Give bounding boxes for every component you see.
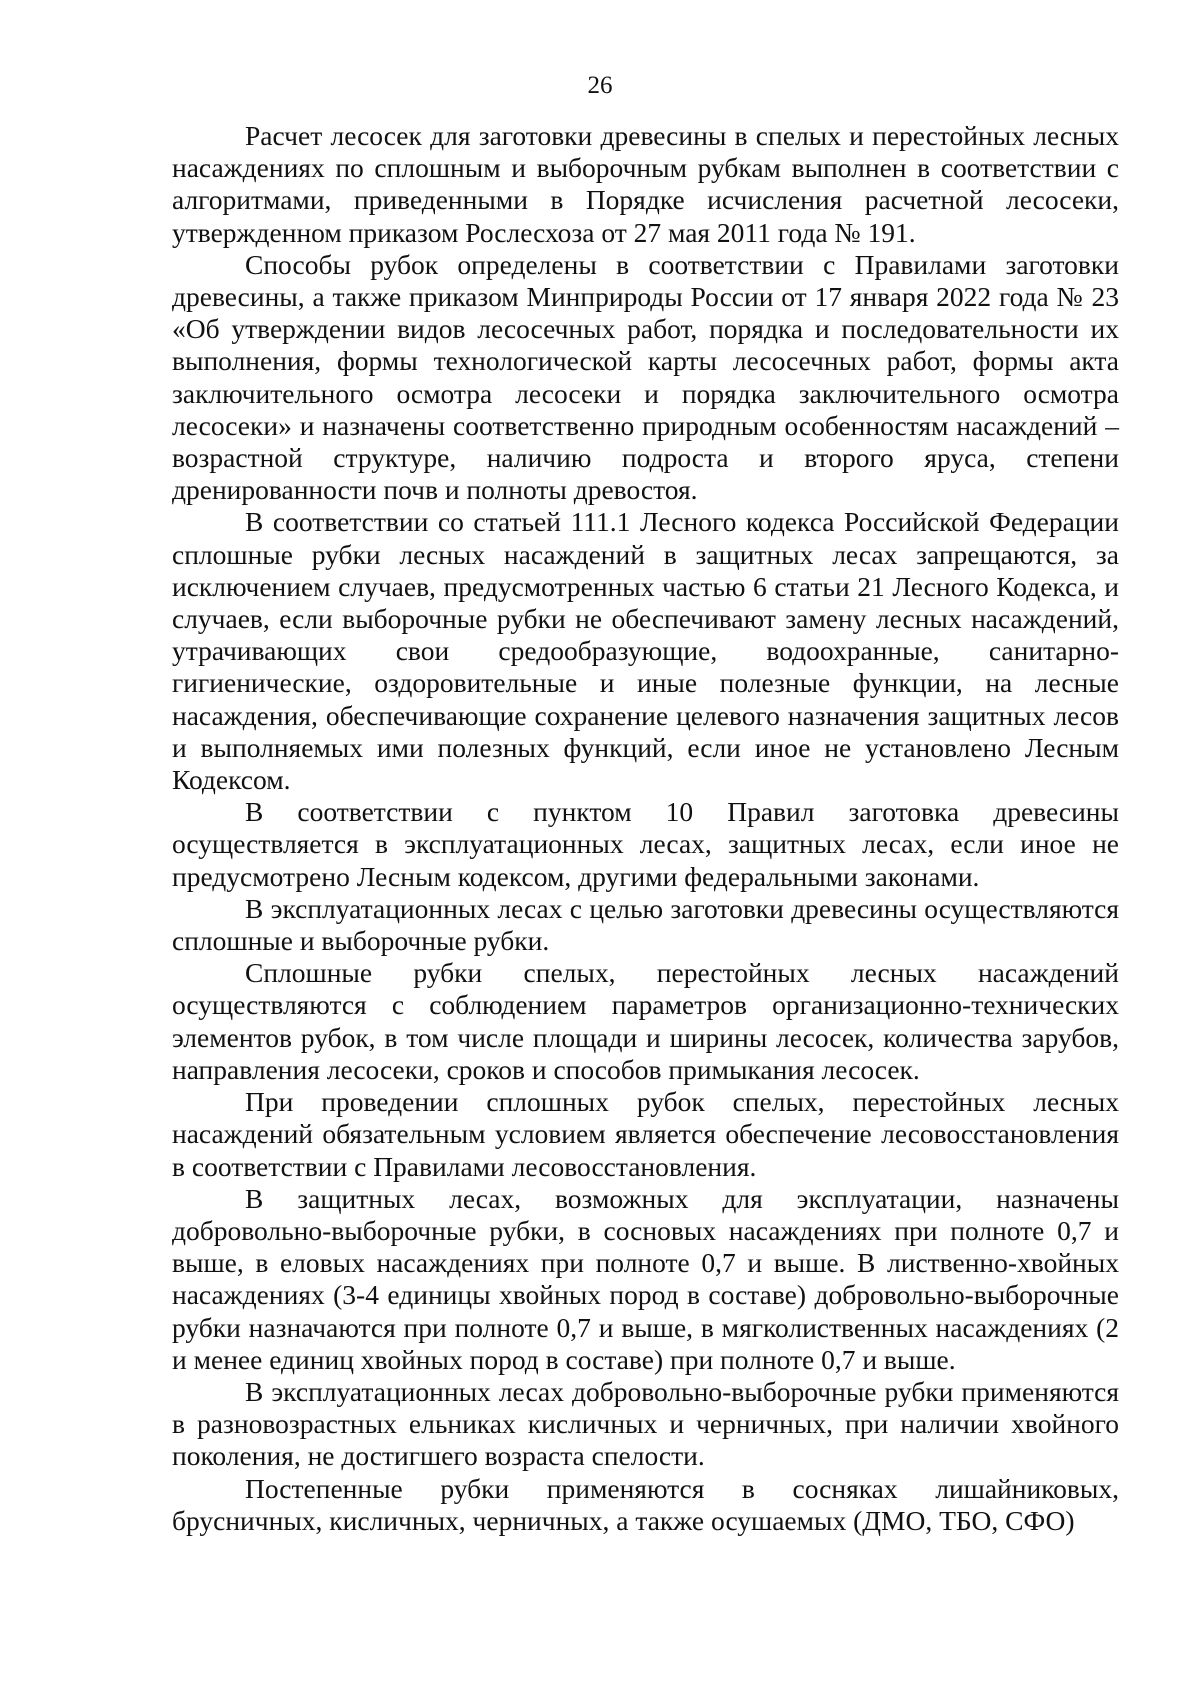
page-number: 26 [587, 72, 613, 99]
paragraph-gradual-cuttings: Постепенные рубки применяются в сосняках лишайниковых, брусничных, кисличных, черничных, а также осушаемых (ДМО, ТБО, СФО) [172, 1472, 1119, 1536]
paragraph-clear-cuttings: Сплошные рубки спелых, перестойных лесных насаждений осуществляются с соблюдением параметров организационно-технических элементов рубок, в том числе площади и ширины лесосек, количества зарубов, направления лесосеки, сроков и способов примыкания лесосек. [172, 957, 1119, 1085]
document-body [172, 120, 1119, 1537]
paragraph-cutting-methods: Способы рубок определены в соответствии с Правилами заготовки древесины, а также приказом Минприроды России от 17 января 2022 года № 23 «Об утверждении видов лесосечных работ, порядка и последовательности их выполнения, формы технологической карты лесосечных работ, формы акта заключительного осмотра лесосеки и порядка заключительного осмотра лесосеки» и назначены соответственно природным особенностям насаждений – возрастной структуре, наличию подроста и второго яруса, степени дренированности почв и полноты древостоя. [172, 248, 1119, 506]
paragraph-voluntary-selective-cuttings: В эксплуатационных лесах добровольно-выборочные рубки применяются в разновозрастных ельниках кисличных и черничных, при наличии хвойного поколения, не достигшего возраста спелости. [172, 1375, 1119, 1472]
paragraph-forest-code-article: В соответствии со статьей 111.1 Лесного кодекса Российской Федерации сплошные рубки лесных насаждений в защитных лесах запрещаются, за исключением случаев, предусмотренных частью 6 статьи 21 Лесного Кодекса, и случаев, если выборочные рубки не обеспечивают замену лесных насаждений, утрачивающих свои средообразующие, водоохранные, санитарно-гигиенические, оздоровительные и иные полезные функции, на лесные насаждения, обеспечивающие сохранение целевого назначения защитных лесов и выполняемых ими полезных функций, если иное не установлено Лесным Кодексом. [172, 506, 1119, 796]
paragraph-reforestation-condition: При проведении сплошных рубок спелых, перестойных лесных насаждений обязательным условием является обеспечение лесовосстановления в соответствии с Правилами лесовосстановления. [172, 1086, 1119, 1182]
paragraph-protective-forests: В защитных лесах, возможных для эксплуатации, назначены добровольно-выборочные рубки, в сосновых насаждениях при полноте 0,7 и выше, в еловых насаждениях при полноте 0,7 и выше. В лиственно-хвойных насаждениях (3-4 единицы хвойных пород в составе) добровольно-выборочные рубки назначаются при полноте 0,7 и выше, в мягколиственных насаждениях (2 и менее единиц хвойных пород в составе) при полноте 0,7 и выше. [172, 1182, 1119, 1375]
paragraph-exploitation-forests: В эксплуатационных лесах с целью заготовки древесины осуществляются сплошные и выборочные рубки. [172, 892, 1119, 957]
paragraph-rules-item-10: В соответствии с пунктом 10 Правил заготовка древесины осуществляется в эксплуатационных лесах, защитных лесах, если иное не предусмотрено Лесным кодексом, другими федеральными законами. [172, 796, 1119, 892]
paragraph-cutting-area-calculation: Расчет лесосек для заготовки древесины в спелых и перестойных лесных насаждениях по сплошным и выборочным рубкам выполнен в соответствии с алгоритмами, приведенными в Порядке исчисления расчетной лесосеки, утвержденном приказом Рослесхоза от 27 мая 2011 года № 191. [172, 120, 1119, 248]
